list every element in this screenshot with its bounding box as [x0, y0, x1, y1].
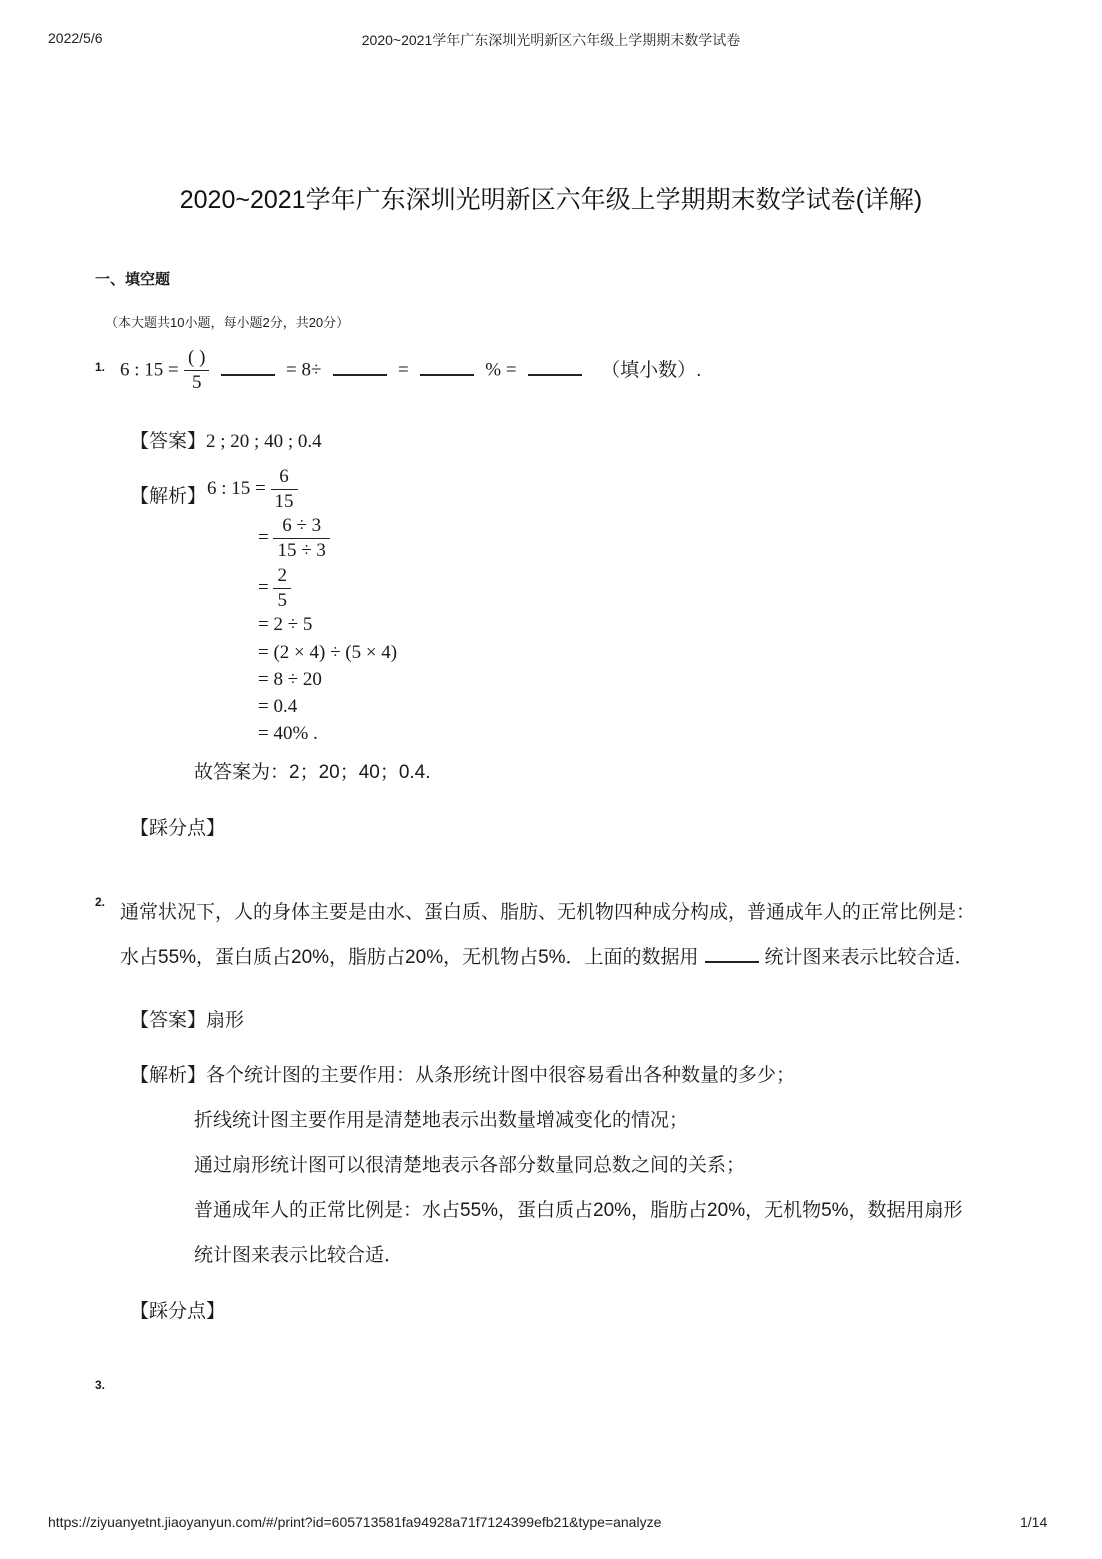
q2-analysis-5: 统计图来表示比较合适．	[194, 1245, 404, 1266]
q1-step0-fraction	[271, 465, 298, 514]
q2-analysis-4: 普通成年人的正常比例是：水占55%，蛋白质占20%，脂肪占20%，无机物5%，数据用扇形	[194, 1200, 963, 1221]
answer-blank-2[interactable]	[333, 360, 387, 376]
q1-step-4: = (2 × 4) ÷ (5 × 4)	[258, 642, 398, 663]
q1-eq: =	[397, 359, 409, 381]
q2-analysis-2: 折线统计图主要作用是清楚地表示出数量增减变化的情况；	[194, 1110, 689, 1131]
answer-blank-3[interactable]	[420, 360, 474, 376]
q1-answer: 2 ; 20 ; 40 ; 0.4	[206, 431, 322, 452]
q1-fraction-numerator: ( )	[188, 347, 206, 368]
q2-analysis-3: 通过扇形统计图可以很清楚地表示各部分数量同总数之间的关系；	[194, 1155, 746, 1176]
answer-label: 【答案】	[130, 431, 207, 452]
q1-answer-row	[130, 426, 322, 453]
q1-fraction-denominator: 5	[184, 370, 209, 395]
q1-step2-fraction	[273, 564, 291, 613]
answer-blank-4[interactable]	[528, 360, 582, 376]
q1-step-7: = 40% .	[258, 723, 318, 744]
q1-step2-den: 5	[273, 588, 291, 613]
q2-analysis-label: 【解析】	[130, 1065, 207, 1086]
q1-step2-eq: =	[258, 576, 269, 598]
q2-scoring-points: 【踩分点】	[130, 1301, 226, 1322]
q1-step-3: = 2 ÷ 5	[258, 614, 313, 635]
q2-stem-line-1: 通常状况下，人的身体主要是由水、蛋白质、脂肪、无机物四种成分构成，普通成年人的正常比例是：	[120, 902, 976, 923]
section-heading: 一、填空题	[95, 271, 171, 288]
q1-step1-fraction	[273, 514, 329, 563]
page-number: 1/14	[1020, 1514, 1048, 1530]
q1-eq-div: = 8÷	[286, 359, 322, 381]
q1-step-5: = 8 ÷ 20	[258, 669, 322, 690]
answer-blank-q2[interactable]	[705, 947, 759, 963]
print-date: 2022/5/6	[48, 30, 103, 46]
q1-tail: （填小数）.	[601, 359, 702, 381]
print-header-title: 2020~2021学年广东深圳光明新区六年级上学期期末数学试卷	[361, 32, 741, 48]
q2-stem-part-a: 水占55%，蛋白质占20%，脂肪占20%，无机物占5%．上面的数据用	[120, 947, 699, 968]
q1-analysis-label: 【解析】	[130, 486, 207, 507]
q1-step-2	[258, 564, 291, 613]
question-number-2: 2.	[95, 895, 106, 909]
q1-step1-eq: =	[258, 526, 269, 548]
q1-conclusion: 故答案为：2；20；40；0.4.	[194, 762, 431, 783]
q2-analysis-row	[130, 1060, 795, 1087]
question-number-3: 3.	[95, 1378, 106, 1392]
q1-step-0	[207, 465, 298, 514]
answer-blank-1[interactable]	[221, 360, 275, 376]
answer-label: 【答案】	[130, 1010, 207, 1031]
q1-step-6: = 0.4	[258, 696, 298, 717]
q1-step0-den: 15	[271, 489, 298, 514]
question-1-stem	[120, 346, 701, 395]
section-note: （本大题共10小题，每小题2分，共20分）	[105, 315, 350, 330]
q1-step0-num: 6	[279, 466, 289, 487]
footer-url[interactable]: https://ziyuanyetnt.jiaoyanyun.com/#/print?id=605713581fa94928a71f7124399efb21&type=analyze	[48, 1514, 662, 1530]
q2-stem-line-2	[120, 942, 974, 969]
q1-scoring-points: 【踩分点】	[130, 818, 226, 839]
q2-stem-part-b: 统计图来表示比较合适．	[764, 947, 974, 968]
question-number-1: 1.	[95, 360, 106, 374]
q1-fraction	[184, 346, 209, 395]
q1-step0-lhs: 6 : 15 =	[207, 477, 266, 499]
q2-analysis-1: 各个统计图的主要作用：从条形统计图中很容易看出各种数量的多少；	[206, 1065, 796, 1086]
q2-answer: 扇形	[206, 1010, 245, 1031]
q1-percent: % =	[485, 359, 517, 381]
q1-step-1	[258, 514, 330, 563]
q2-answer-row	[130, 1005, 244, 1032]
q1-lhs: 6 : 15 =	[120, 359, 179, 381]
q1-step1-den: 15 ÷ 3	[273, 538, 329, 563]
q1-step1-num: 6 ÷ 3	[282, 515, 322, 536]
q1-step2-num: 2	[277, 565, 287, 586]
page-title: 2020~2021学年广东深圳光明新区六年级上学期期末数学试卷(详解)	[179, 186, 923, 214]
